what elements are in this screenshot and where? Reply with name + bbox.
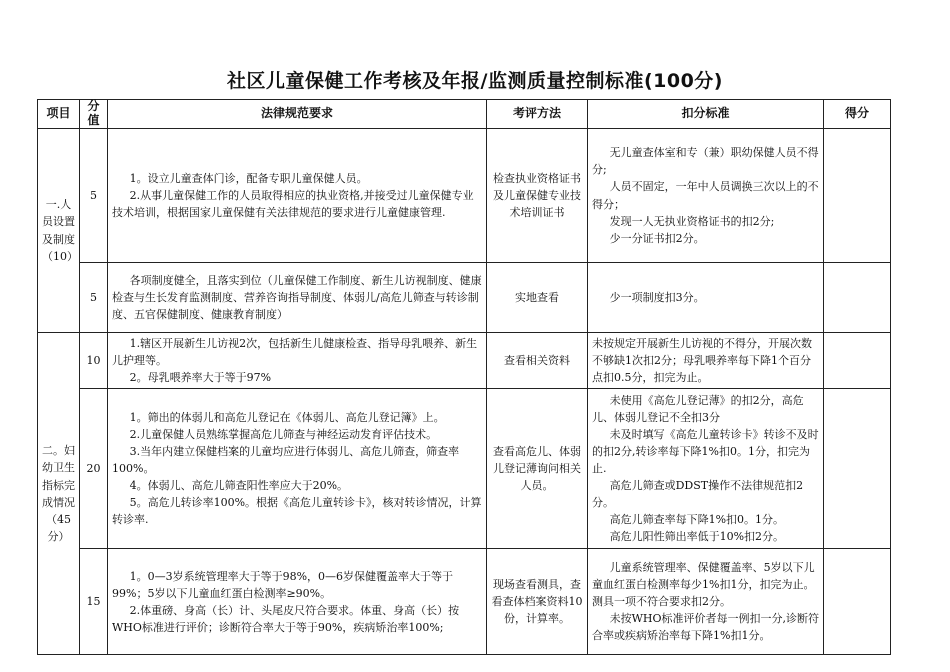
requirement-item: 1.辖区开展新生儿访视2次，包括新生儿健康检查、指导母乳喂养、新生儿护理等。	[112, 337, 478, 368]
deduction-item: 未及时填写《高危儿童转诊卡》转诊不及时的扣2分,转诊率每下降1%扣0。1分，扣完为止.	[592, 428, 819, 476]
table-row	[38, 129, 891, 263]
deduction-item: 人员不固定，一年中人员调换三次以上的不得分；	[592, 180, 819, 211]
row-points: 15	[80, 549, 108, 655]
deduction-item: 高危儿筛查或DDST操作不法律规范扣2分。	[592, 479, 804, 510]
header-points-line2: 值	[87, 113, 100, 127]
requirement-item: 2。母乳喂养率大于等于97%	[129, 371, 272, 385]
row-method: 现场查看测具，查看查体档案资料10份，计算率。	[487, 549, 588, 655]
deduction-item: 无儿童查体室和专（兼）职幼保健人员不得分;	[592, 146, 819, 177]
header-score: 得分	[824, 100, 891, 129]
requirement-item: 5。高危儿转诊率100%。根据《高危儿童转诊卡》，核对转诊情况，计算转诊率.	[112, 496, 482, 527]
header-requirements: 法律规范要求	[108, 100, 487, 129]
row-points: 10	[80, 333, 108, 389]
table-row	[38, 333, 891, 389]
row-score[interactable]	[824, 389, 891, 549]
row-deductions	[588, 129, 824, 263]
requirement-item: 1。设立儿童查体门诊，配备专职儿童保健人员。	[129, 171, 368, 185]
deduction-item: 高危儿筛查率每下降1%扣0。1分。	[609, 513, 785, 527]
row-requirements	[108, 333, 487, 389]
header-deduction: 扣分标准	[588, 100, 824, 129]
row-deductions	[588, 333, 824, 389]
row-method: 实地查看	[487, 263, 588, 333]
row-deductions	[588, 549, 824, 655]
table-header-row	[38, 100, 891, 129]
deduction-item: 儿童系统管理率、保健覆盖率、5岁以下儿童血红蛋白检测率每少1%扣1分，扣完为止。测具一项不符合要求扣2分。	[592, 561, 815, 609]
row-deductions	[588, 263, 824, 333]
row-requirements	[108, 129, 487, 263]
table-row	[38, 549, 891, 655]
row-points: 20	[80, 389, 108, 549]
requirement-item: 1。0—3岁系统管理率大于等于98%，0—6岁保健覆盖率大于等于99%；5岁以下儿童血红蛋白检测率≥90%。	[112, 569, 454, 600]
row-method: 查看高危儿、体弱儿登记薄询问相关人员。	[487, 389, 588, 549]
deduction-item: 少一项制度扣3分。	[609, 290, 705, 304]
requirement-item: 2.儿童保健人员熟练掌握高危儿筛查与神经运动发育评估技术。	[129, 428, 438, 442]
standards-table	[37, 99, 891, 655]
row-score[interactable]	[824, 129, 891, 263]
requirement-item: 各项制度健全，且落实到位（儿童保健工作制度、新生儿访视制度、健康检查与生长发育监测制度、营养咨询指导制度、体弱儿/高危儿筛查与转诊制度、五官保健制度、健康教育制度）	[112, 273, 482, 322]
header-points	[80, 100, 108, 129]
deduction-item: 发现一人无执业资格证书的扣2分;	[609, 214, 775, 228]
header-project: 项目	[38, 100, 80, 129]
deduction-item: 未按规定开展新生儿访视的不得分，开展次数不够缺1次扣2分；母乳喂养率每下降1个百分点扣0.5分，扣完为止。	[592, 337, 812, 385]
deduction-item: 未按WHO标准评价者每一例扣一分,诊断符合率或疾病矫治率每下降1%扣1分。	[592, 612, 820, 643]
table-row	[38, 389, 891, 549]
row-method: 查看相关资料	[487, 333, 588, 389]
header-points-line1: 分	[87, 99, 100, 114]
deduction-item: 少一分证书扣2分。	[609, 231, 705, 245]
row-method: 检查执业资格证书及儿童保健专业技术培训证书	[487, 129, 588, 263]
row-score[interactable]	[824, 263, 891, 333]
document-title: 社区儿童保健工作考核及年报/监测质量控制标准(100分)	[227, 70, 723, 92]
row-requirements	[108, 549, 487, 655]
row-requirements	[108, 389, 487, 549]
requirement-item: 4。体弱儿、高危儿筛查阳性率应大于20%。	[129, 479, 349, 493]
requirement-item: 1。筛出的体弱儿和高危儿登记在《体弱儿、高危儿登记簿》上。	[129, 410, 445, 424]
row-requirements	[108, 263, 487, 333]
section2-name: 二。妇幼卫生指标完成情况（45分）	[38, 333, 80, 655]
requirement-item: 2.体重磅、身高（长）计、头尾皮尺符合要求。体重、身高（长）按WHO标准进行评价；诊断符合率大于等于90%，疾病矫治率100%;	[112, 603, 460, 634]
row-points: 5	[80, 263, 108, 333]
deduction-item: 未使用《高危儿登记薄》的扣2分，高危儿、体弱儿登记不全扣3分	[592, 393, 804, 424]
row-points: 5	[80, 129, 108, 263]
deduction-item: 高危儿阳性筛出率低于10%扣2分。	[609, 530, 785, 544]
section1-name: 一.人员设置及制度（10）	[38, 129, 80, 333]
requirement-item: 3.当年内建立保健档案的儿童均应进行体弱儿、高危儿筛查，筛查率100%。	[112, 445, 460, 476]
row-score[interactable]	[824, 333, 891, 389]
row-deductions	[588, 389, 824, 549]
row-score[interactable]	[824, 549, 891, 655]
requirement-item: 2.从事儿童保健工作的人员取得相应的执业资格,并接受过儿童保健专业技术培训，根据国家儿童保健有关法律规范的要求进行儿童健康管理.	[112, 188, 474, 220]
header-method: 考评方法	[487, 100, 588, 129]
table-row	[38, 263, 891, 333]
